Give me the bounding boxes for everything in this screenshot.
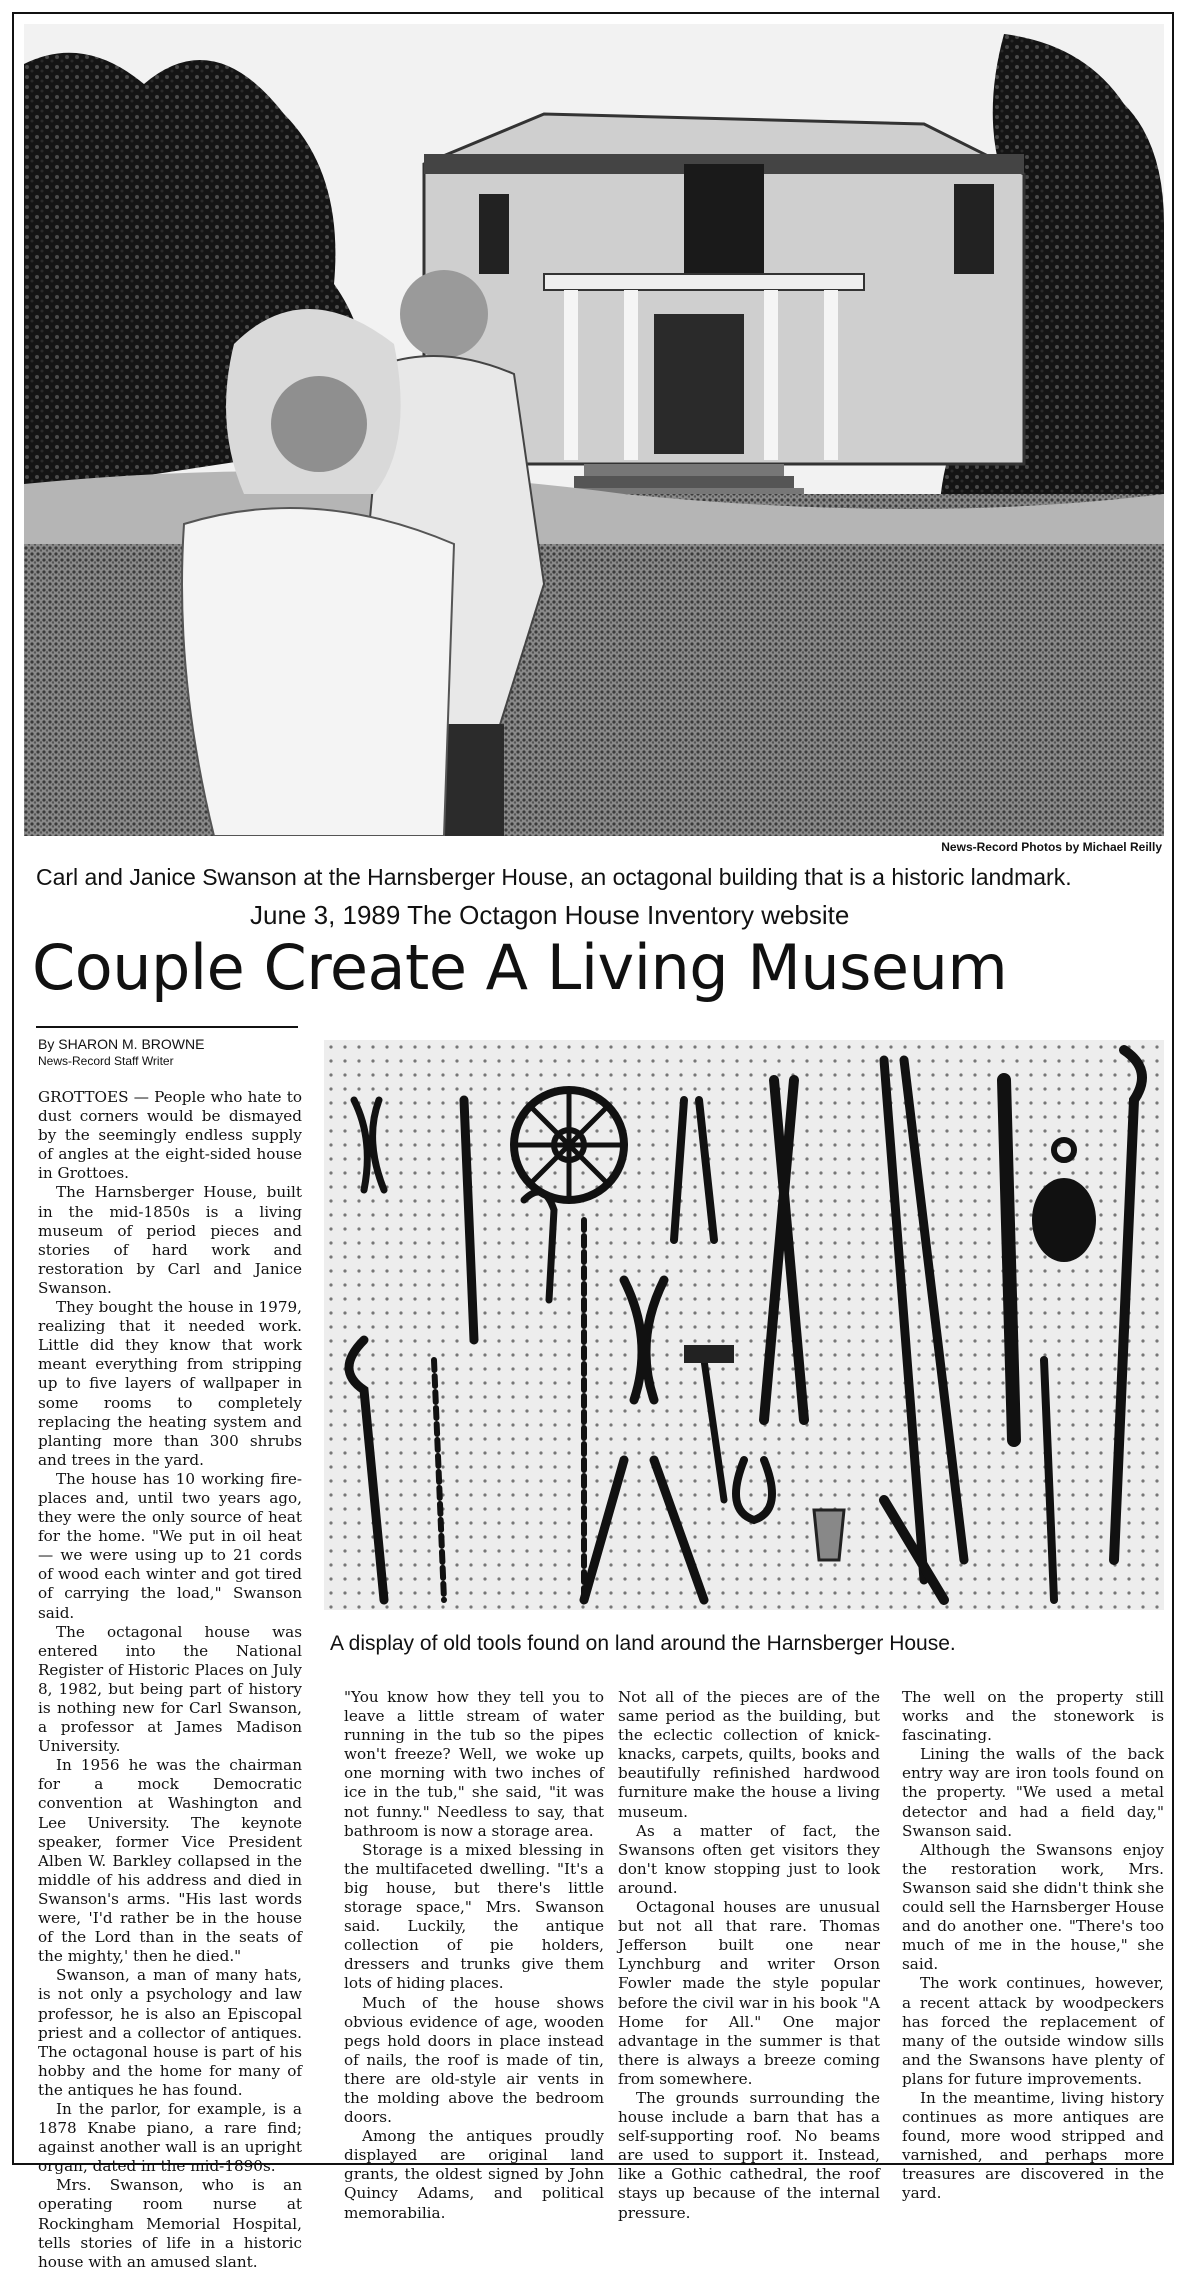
tools-photo <box>324 1040 1164 1610</box>
article-column-3 <box>618 1688 880 2223</box>
photo-credit: News-Record Photos by Michael Reilly <box>941 840 1162 854</box>
paragraph: "You know how they tell you to leave a little stream of water running in the tub so the pipes won't freeze? Well, we woke up one morning with two inches of ice in the tub," she said, "it was not funny." Needless to say, that bathroom is now a storage area. <box>344 1688 604 1840</box>
paragraph: The octagonal house was entered into the National Register of Historic Places on July 8, 1982, but being part of history is nothing new for Carl Swanson, a professor at James Madison University. <box>38 1622 302 1756</box>
paragraph: The grounds surrounding the house include a barn that has a self-supporting roof. No beams are used to support it. Instead, like a Gothic cathedral, the roof stays up because of the internal pressure. <box>618 2088 880 2222</box>
paragraph: Among the antiques proudly displayed are original land grants, the oldest signed by John Quincy Adams, and political memorabilia. <box>344 2127 604 2222</box>
paragraph: The work continues, however, a recent attack by woodpeckers has forced the replacement of many of the outside window sills and the Swansons have plenty of plans for future improvements. <box>902 1974 1164 2088</box>
article-column-1 <box>38 1088 302 2272</box>
headline: Couple Create A Living Museum <box>32 931 1008 1004</box>
paragraph: Lining the walls of the back entry way are iron tools found on the property. "We used a metal detector and had a field day," Swanson said. <box>902 1745 1164 1840</box>
paragraph: In the parlor, for example, is a 1878 Knabe piano, a rare find; against another wall is an upright organ, dated in the mid-1890s. <box>38 2099 302 2176</box>
paragraph: Not all of the pieces are of the same period as the building, but the eclectic collection of knick-knacks, carpets, quilts, books and beautifully refinished hardwood furniture make the house a living museum. <box>618 1688 880 1821</box>
paragraph: Although the Swansons enjoy the restoration work, Mrs. Swanson said she didn't think she could sell the Harnsberger House and do another one. "There's too much of me in the house," she said. <box>902 1840 1164 1974</box>
article-column-4 <box>902 1688 1164 2204</box>
paragraph: Swanson, a man of many hats, is not only a psychology and law professor, he is also an Episcopal priest and a collector of antiques. The octagonal house is part of his hobby and the home for many of the antiques he has found. <box>38 1966 302 2099</box>
paragraph: They bought the house in 1979, realizing that it needed work. Little did they know that work meant everything from stripping up to five layers of wallpaper in some rooms to completely replacing the heating system and planting more than 300 shrubs and trees in the yard. <box>38 1298 302 1469</box>
paragraph: The well on the property still works and the stonework is fascinating. <box>902 1688 1164 1745</box>
paragraph: Octagonal houses are unusual but not all that rare. Thomas Jefferson built one near Lynchburg and writer Orson Fowler made the style popular before the civil war in his book "A Home for All." One major advantage in the summer is that there is always a breeze coming from somewhere. <box>618 1898 880 2088</box>
byline: By SHARON M. BROWNE <box>38 1036 205 1052</box>
tools-photo-caption: A display of old tools found on land around the Harnsberger House. <box>330 1632 956 1655</box>
house-photo-caption: Carl and Janice Swanson at the Harnsberger House, an octagonal building that is a historic landmark. <box>36 864 1072 890</box>
paragraph: Much of the house shows obvious evidence of age, wooden pegs hold doors in place instead of nails, the roof is made of tin, there are old-style air vents in the molding above the bedroom doors. <box>344 1993 604 2127</box>
paragraph: Mrs. Swanson, who is an operating room nurse at Rockingham Memorial Hospital, tells stories of life in a historic house with an amused slant. <box>38 2176 302 2271</box>
paragraph: In 1956 he was the chairman for a mock Democratic convention at Washington and Lee University. The keynote speaker, former Vice President Alben W. Barkley collapsed in the middle of his address and died in Swanson's arms. "His last words were, 'I'd rather be in the house of the Lord than in the seats of the mighty,' then he died." <box>38 1756 302 1966</box>
dateline: June 3, 1989 The Octagon House Inventory website <box>250 900 850 930</box>
house-photo-illustration <box>24 24 1164 836</box>
article-column-2 <box>344 1688 604 2223</box>
byline-rule <box>36 1026 298 1028</box>
staff-title: News-Record Staff Writer <box>38 1054 174 1068</box>
paragraph: The house has 10 working fire-places and, until two years ago, they were the only source of heat for the home. "We put in oil heat — we were using up to 21 cords of wood each winter and got tired of carrying the load," Swanson said. <box>38 1469 302 1622</box>
paragraph: Storage is a mixed blessing in the multifaceted dwelling. "It's a big house, but there's little storage space," Mrs. Swanson said. Luckily, the antique collection of pie holders, dressers and trunks give them lots of hiding places. <box>344 1840 604 1993</box>
paragraph: GROTTOES — People who hate to dust corners would be dismayed by the seemingly endless supply of angles at the eight-sided house in Grottoes. <box>38 1088 302 1183</box>
paragraph: The Harnsberger House, built in the mid-1850s is a living museum of period pieces and stories of hard work and restoration by Carl and Janice Swanson. <box>38 1183 302 1297</box>
couple-house-photo <box>24 24 1164 836</box>
paragraph: In the meantime, living history continues as more antiques are found, more wood stripped and varnished, and perhaps more treasures are discovered in the yard. <box>902 2088 1164 2203</box>
paragraph: As a matter of fact, the Swansons often get visitors they don't know stopping just to look around. <box>618 1821 880 1897</box>
tools-photo-illustration <box>324 1040 1164 1610</box>
